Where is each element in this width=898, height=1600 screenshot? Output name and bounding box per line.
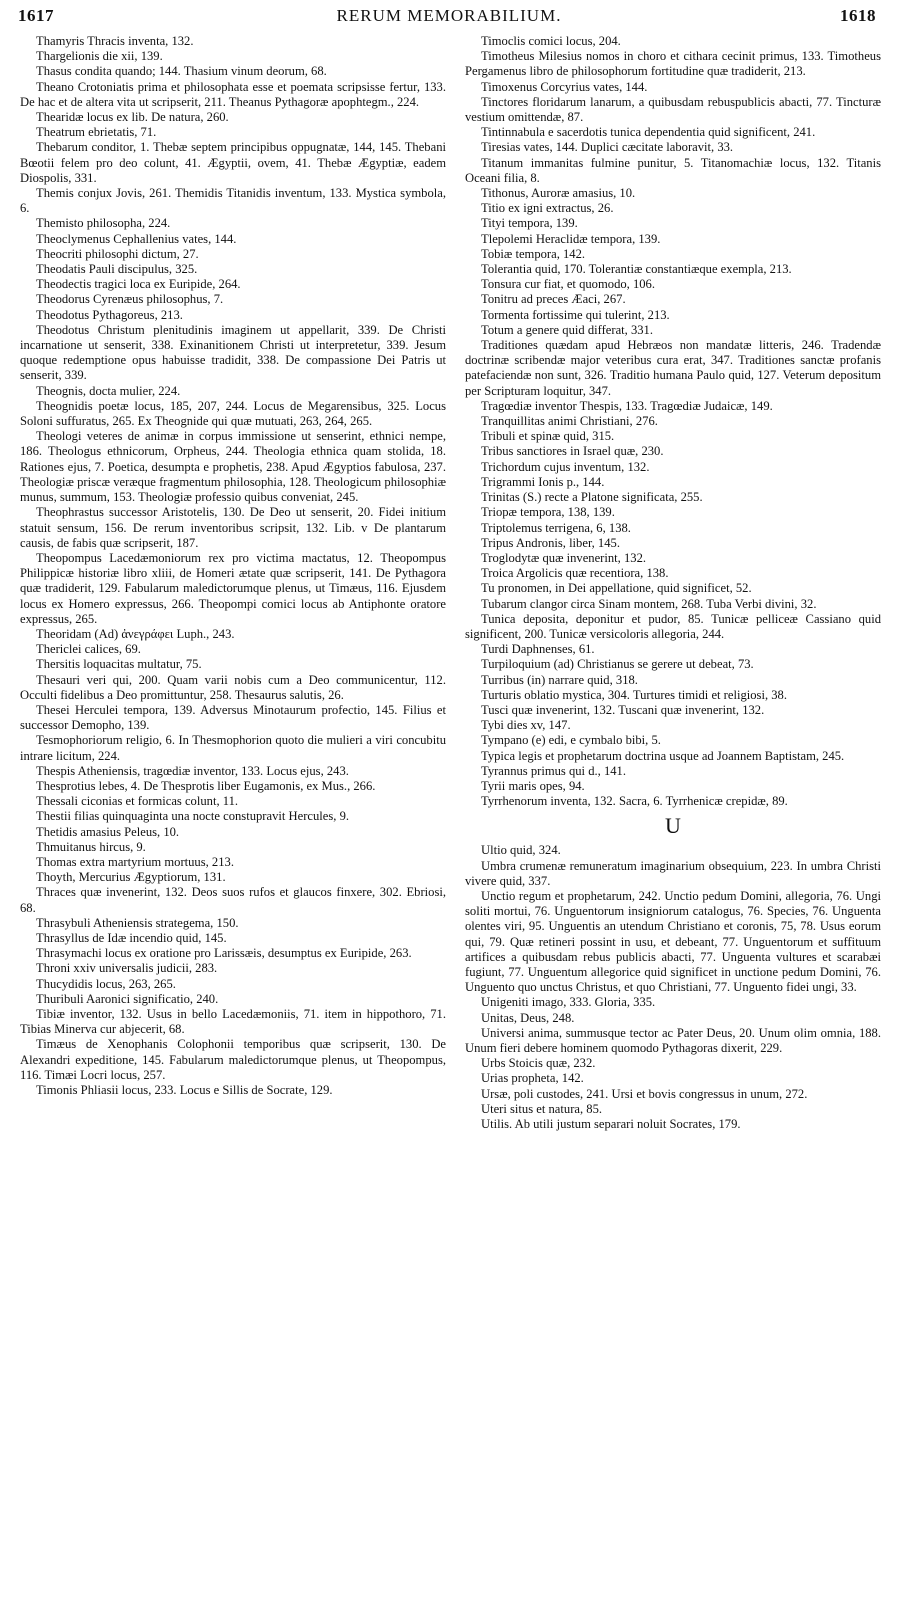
- section-letter-heading: U: [665, 813, 681, 839]
- index-entry: Throni xxiv universalis judicii, 283.: [36, 961, 218, 976]
- index-entry: Tonsura cur fiat, et quomodo, 106.: [481, 277, 655, 292]
- index-entry: Ultio quid, 324.: [481, 843, 561, 858]
- index-entry: Thericlei calices, 69.: [36, 642, 141, 657]
- index-entry: Tympano (e) edi, e cymbalo bibi, 5.: [481, 733, 661, 748]
- index-entry: Triptolemus terrigena, 6, 138.: [481, 520, 631, 535]
- index-entry: Theodatis Pauli discipulus, 325.: [36, 262, 198, 277]
- index-entry: Theophrastus successor Aristotelis, 130. De Deo ut senserit, 20. Fidei initium statuit sensum, 156. De rerum inventoribus scripsit, 132. Lib. v De plantarum causis, de fabis quæ scripserit, 187.: [20, 505, 446, 550]
- index-entry: Urbs Stoicis quæ, 232.: [481, 1056, 596, 1071]
- index-entry: Totum a genere quid differat, 331.: [481, 322, 653, 337]
- index-entry: Tranquillitas animi Christiani, 276.: [481, 414, 658, 429]
- index-entry: Theoclymenus Cephallenius vates, 144.: [36, 231, 237, 246]
- index-entry: Thearidæ locus ex lib. De natura, 260.: [36, 110, 229, 125]
- index-entry: Unigeniti imago, 333. Gloria, 335.: [481, 995, 656, 1010]
- index-entry: Tu pronomen, in Dei appellatione, quid significet, 52.: [481, 581, 752, 596]
- index-entry: Troica Argolicis quæ recentiora, 138.: [481, 566, 669, 581]
- index-entry: Trichordum cujus inventum, 132.: [481, 459, 650, 474]
- index-entry: Tubarum clangor circa Sinam montem, 268. Tuba Verbi divini, 32.: [481, 596, 817, 611]
- right-column-t-entries: [465, 34, 881, 809]
- index-entry: Thamyris Thracis inventa, 132.: [36, 34, 194, 48]
- index-entry: Troglodytæ quæ invenerint, 132.: [481, 550, 647, 565]
- index-entry: Theopompus Lacedæmoniorum rex pro victima mactatus, 12. Theopompus Philippicæ historiæ libro xliii, de Homeri ætate quæ scripserit, 141. De Pythagora quæ tradiderit, 129. Fabularum maledictorumque plenus, ut Timæus, 116. Ejusdem locus ex Homero expressus, 266. Theopompi comici locus ab Antiphonte oratore expressus, 265.: [20, 550, 446, 626]
- index-entry: Tribuli et spinæ quid, 315.: [481, 429, 615, 444]
- index-entry: Tragœdiæ inventor Thespis, 133. Tragœdiæ Judaicæ, 149.: [481, 398, 773, 413]
- index-entry: Titio ex igni extractus, 26.: [481, 201, 614, 216]
- index-entry: Timæus de Xenophanis Colophonii temporibus quæ scripserit, 130. De Alexandri expeditione, 145. Fabularum maledictorumque plenus, ut Theopompus, 116. Timæi Locri locus, 257.: [20, 1037, 446, 1082]
- index-entry: Thebarum conditor, 1. Thebæ septem principibus oppugnatæ, 144, 145. Thebani Bœotii felem pro deo colunt, 41. Ægyptii, ovem, 41. Thebæ Ægyptiæ, eadem Diospolis, 331.: [20, 140, 446, 185]
- index-entry: Thrasybuli Atheniensis strategema, 150.: [36, 915, 239, 930]
- index-entry: Tinctores floridarum lanarum, a quibusdam rebuspublicis abacti, 77. Tincturæ vestium omittendæ, 87.: [465, 94, 881, 125]
- index-entry: Timoclis comici locus, 204.: [481, 34, 621, 48]
- index-entry: Thargelionis die xii, 139.: [36, 49, 163, 64]
- index-entry: Theodotus Christum plenitudinis imaginem ut appellarit, 339. De Christi incarnatione ut senserit, 338. Exinanitionem Christi ut interpretetur, 339. Jesum quoque redemptione opus habuisse tradidit, 338. De compassione Dei Patris ut senserit, 339.: [20, 322, 446, 383]
- index-entry: Tyrannus primus qui d., 141.: [481, 763, 626, 778]
- index-entry: Thesei Herculei tempora, 139. Adversus Minotaurum profectio, 145. Filius et successor Demopho, 139.: [20, 702, 446, 733]
- index-entry: Thmuitanus hircus, 9.: [36, 839, 146, 854]
- index-entry: Turribus (in) narrare quid, 318.: [481, 672, 638, 687]
- index-entry: Tesmophoriorum religio, 6. In Thesmophorion quoto die mulieri a viri concubitu intrare licitum, 224.: [20, 733, 446, 763]
- index-entry: Thespis Atheniensis, tragœdiæ inventor, 133. Locus ejus, 243.: [36, 763, 349, 778]
- index-entry: Theodectis tragici loca ex Euripide, 264.: [36, 277, 241, 292]
- index-entry: Tonitru ad preces Æaci, 267.: [481, 292, 626, 307]
- index-entry: Tintinnabula e sacerdotis tunica dependentia quid significent, 241.: [481, 125, 816, 140]
- index-entry: Universi anima, summusque tector ac Pater Deus, 20. Unum olim omnia, 188. Unum fieri debere hominem quomodo Pythagoras dixerit, 229.: [465, 1025, 881, 1055]
- index-entry: Theoridam (Ad) ἀνεγράφει Luph., 243.: [36, 626, 235, 641]
- index-entry: Theano Crotoniatis prima et philosophata esse et poemata scripsisse fertur, 133. De hac et de altera vita ut scripserit, 211. Theanus Pythagoræ apophtegm., 224.: [20, 79, 446, 109]
- index-entry: Ursæ, poli custodes, 241. Ursi et bovis congressus in unum, 272.: [481, 1086, 808, 1101]
- index-entry: Tyrrhenorum inventa, 132. Sacra, 6. Tyrrhenicæ crepidæ, 89.: [481, 794, 788, 809]
- index-entry: Utilis. Ab utili justum separari noluit Socrates, 179.: [481, 1117, 741, 1132]
- index-entry: Thrasyllus de Idæ incendio quid, 145.: [36, 930, 227, 945]
- index-entry: Tunica deposita, deponitur et pudor, 85. Tunicæ pelliceæ Cassiano quid significent, 200. Tunicæ versicoloris allegoria, 244.: [465, 611, 881, 641]
- index-entry: Tribus sanctiores in Israel quæ, 230.: [481, 444, 664, 459]
- index-entry: Tripus Andronis, liber, 145.: [481, 535, 620, 550]
- index-entry: Unctio regum et prophetarum, 242. Unctio pedum Domini, allegoria, 76. Ungi soliti mortui, 76. Unguentorum insigniorum catalogus, 76. Species, 76. Unguenta olentes viri, 95. Unguentis an utendum Christiano et coronis, 75, 78. Usus eorum qui, 79. Quæ retineri possint in usu, et debeant, 77. Unguentorum et suffituum artifices a quibusdam rebus publicis abacti, 77. Unguenta vultures et scarabæi fugiunt, 77. Unguentum allegorice quid significet in unctione pedum Domini, 76. Unguento quo unctus Christus, et quo Christiani, 77. Unguento fidei ungi, 33.: [465, 888, 881, 995]
- index-entry: Tyrii maris opes, 94.: [481, 778, 585, 793]
- index-entry: Thessali ciconias et formicas colunt, 11.: [36, 794, 239, 809]
- index-entry: Traditiones quædam apud Hebræos non mandatæ litteris, 246. Tradendæ doctrinæ scribendæ major veteribus cura erat, 347. Traditiones sanctæ profanis patefaciendæ non sunt, 326. Traditio humana Paulo quid, 127. Veterum depositum per Scripturam loquitur, 347.: [465, 338, 881, 398]
- index-entry: Timoxenus Corcyrius vates, 144.: [481, 79, 648, 94]
- index-entry: Thrasymachi locus ex oratione pro Larissæis, desumptus ex Euripide, 263.: [36, 946, 412, 961]
- right-column-u-entries: [465, 843, 881, 1132]
- index-entry: Theologi veteres de animæ in corpus immissione ut senserint, ethnici nempe, 186. Theologus ethnicorum, Orpheus, 244. Theologia ethnica quam stolida, 18. Rationes ejus, 7. Poetica, desumpta e prophetis, 238. Apud Ægyptios fabulosa, 237. Theologiæ priscæ veræque fragmentum philosophia, 128. Theologicum philosophiæ munus, summum, 153. Theologiæ professio quibus conveniat, 245.: [20, 429, 446, 505]
- index-entry: Tybi dies xv, 147.: [481, 718, 571, 733]
- index-entry: Thetidis amasius Peleus, 10.: [36, 824, 180, 839]
- right-index-column: [465, 34, 881, 1132]
- index-entry: Timonis Phliasii locus, 233. Locus e Sillis de Socrate, 129.: [36, 1083, 333, 1098]
- index-entry: Theodotus Pythagoreus, 213.: [36, 307, 183, 322]
- left-index-column: [20, 34, 446, 1098]
- index-entry: Thraces quæ invenerint, 132. Deos suos rufos et glaucos finxere, 302. Ebriosi, 68.: [20, 885, 446, 915]
- index-entry: Tibiæ inventor, 132. Usus in bello Lacedæmoniis, 71. item in hippothoro, 71. Tibias Minerva cur abjecerit, 68.: [20, 1007, 446, 1037]
- index-entry: Theognis, docta mulier, 224.: [36, 383, 181, 398]
- index-entry: Titanum immanitas fulmine punitur, 5. Titanomachiæ locus, 132. Titanis Oceani filia, 8.: [465, 155, 881, 185]
- index-entry: Turpiloquium (ad) Christianus se gerere ut debeat, 73.: [481, 657, 754, 672]
- index-entry: Thomas extra martyrium mortuus, 213.: [36, 854, 234, 869]
- index-entry: Triopæ tempora, 138, 139.: [481, 505, 615, 520]
- index-entry: Theodorus Cyrenæus philosophus, 7.: [36, 292, 224, 307]
- index-entry: Thesprotius lebes, 4. De Thesprotis liber Eugamonis, ex Mus., 266.: [36, 778, 376, 793]
- index-entry: Tlepolemi Heraclidæ tempora, 139.: [481, 231, 661, 246]
- index-entry: Themisto philosopha, 224.: [36, 216, 171, 231]
- index-entry: Thucydidis locus, 263, 265.: [36, 976, 176, 991]
- running-title: RERUM MEMORABILIUM.: [336, 6, 562, 25]
- index-entry: Unitas, Deus, 248.: [481, 1010, 575, 1025]
- index-entry: Trinitas (S.) recte a Platone significata, 255.: [481, 490, 703, 505]
- index-entry: Urias propheta, 142.: [481, 1071, 584, 1086]
- right-page-number: 1618: [840, 6, 876, 25]
- index-entry: Themis conjux Jovis, 261. Themidis Titanidis inventum, 133. Mystica symbola, 6.: [20, 186, 446, 216]
- index-entry: Thuribuli Aaronici significatio, 240.: [36, 991, 219, 1006]
- index-entry: Tityi tempora, 139.: [481, 216, 578, 231]
- index-entry: Theognidis poetæ locus, 185, 207, 244. Locus de Megarensibus, 325. Locus Soloni suffuratus, 265. Ex Theognide qui quæ mutuati, 263, 264, 265.: [20, 398, 446, 429]
- index-entry: Trigrammi Ionis p., 144.: [481, 474, 605, 489]
- index-entry: Thoyth, Mercurius Ægyptiorum, 131.: [36, 870, 226, 885]
- index-entry: Thestii filias quinquaginta una nocte constupravit Hercules, 9.: [36, 809, 350, 824]
- index-entry: Tobiæ tempora, 142.: [481, 246, 586, 261]
- left-page-number: 1617: [18, 6, 54, 25]
- index-entry: Typica legis et prophetarum doctrina usque ad Joannem Baptistam, 245.: [481, 748, 845, 763]
- index-entry: Theatrum ebrietatis, 71.: [36, 125, 157, 140]
- index-entry: Theocriti philosophi dictum, 27.: [36, 246, 199, 261]
- index-entry: Tolerantia quid, 170. Tolerantiæ constantiæque exempla, 213.: [481, 262, 792, 277]
- index-entry: Tormenta fortissime qui tulerint, 213.: [481, 307, 670, 322]
- index-entry: Turturis oblatio mystica, 304. Turtures timidi et religiosi, 38.: [481, 687, 787, 702]
- index-entry: Uteri situs et natura, 85.: [481, 1101, 603, 1116]
- index-entry: Umbra crumenæ remuneratum imaginarium obsequium, 223. In umbra Christi vivere quid, 337.: [465, 858, 881, 888]
- index-entry: Thersitis loquacitas multatur, 75.: [36, 657, 202, 672]
- index-entry: Timotheus Milesius nomos in choro et cithara cecinit primus, 133. Timotheus Pergamenus libro de philosophorum fortitudine quæ tradiderit, 213.: [465, 49, 881, 79]
- index-entry: Thasus condita quando; 144. Thasium vinum deorum, 68.: [36, 64, 327, 79]
- index-entry: Turdi Daphnenses, 61.: [481, 642, 595, 657]
- index-entry: Thesauri veri qui, 200. Quam varii nobis cum a Deo communicentur, 112. Occulti fidelibus a Deo promittuntur, 258. Thesaurus salutis, 26.: [20, 672, 446, 702]
- index-entry: Tithonus, Auroræ amasius, 10.: [481, 186, 636, 201]
- index-entry: Tusci quæ invenerint, 132. Tuscani quæ invenerint, 132.: [481, 702, 765, 717]
- index-entry: Tiresias vates, 144. Duplici cæcitate laboravit, 33.: [481, 140, 734, 155]
